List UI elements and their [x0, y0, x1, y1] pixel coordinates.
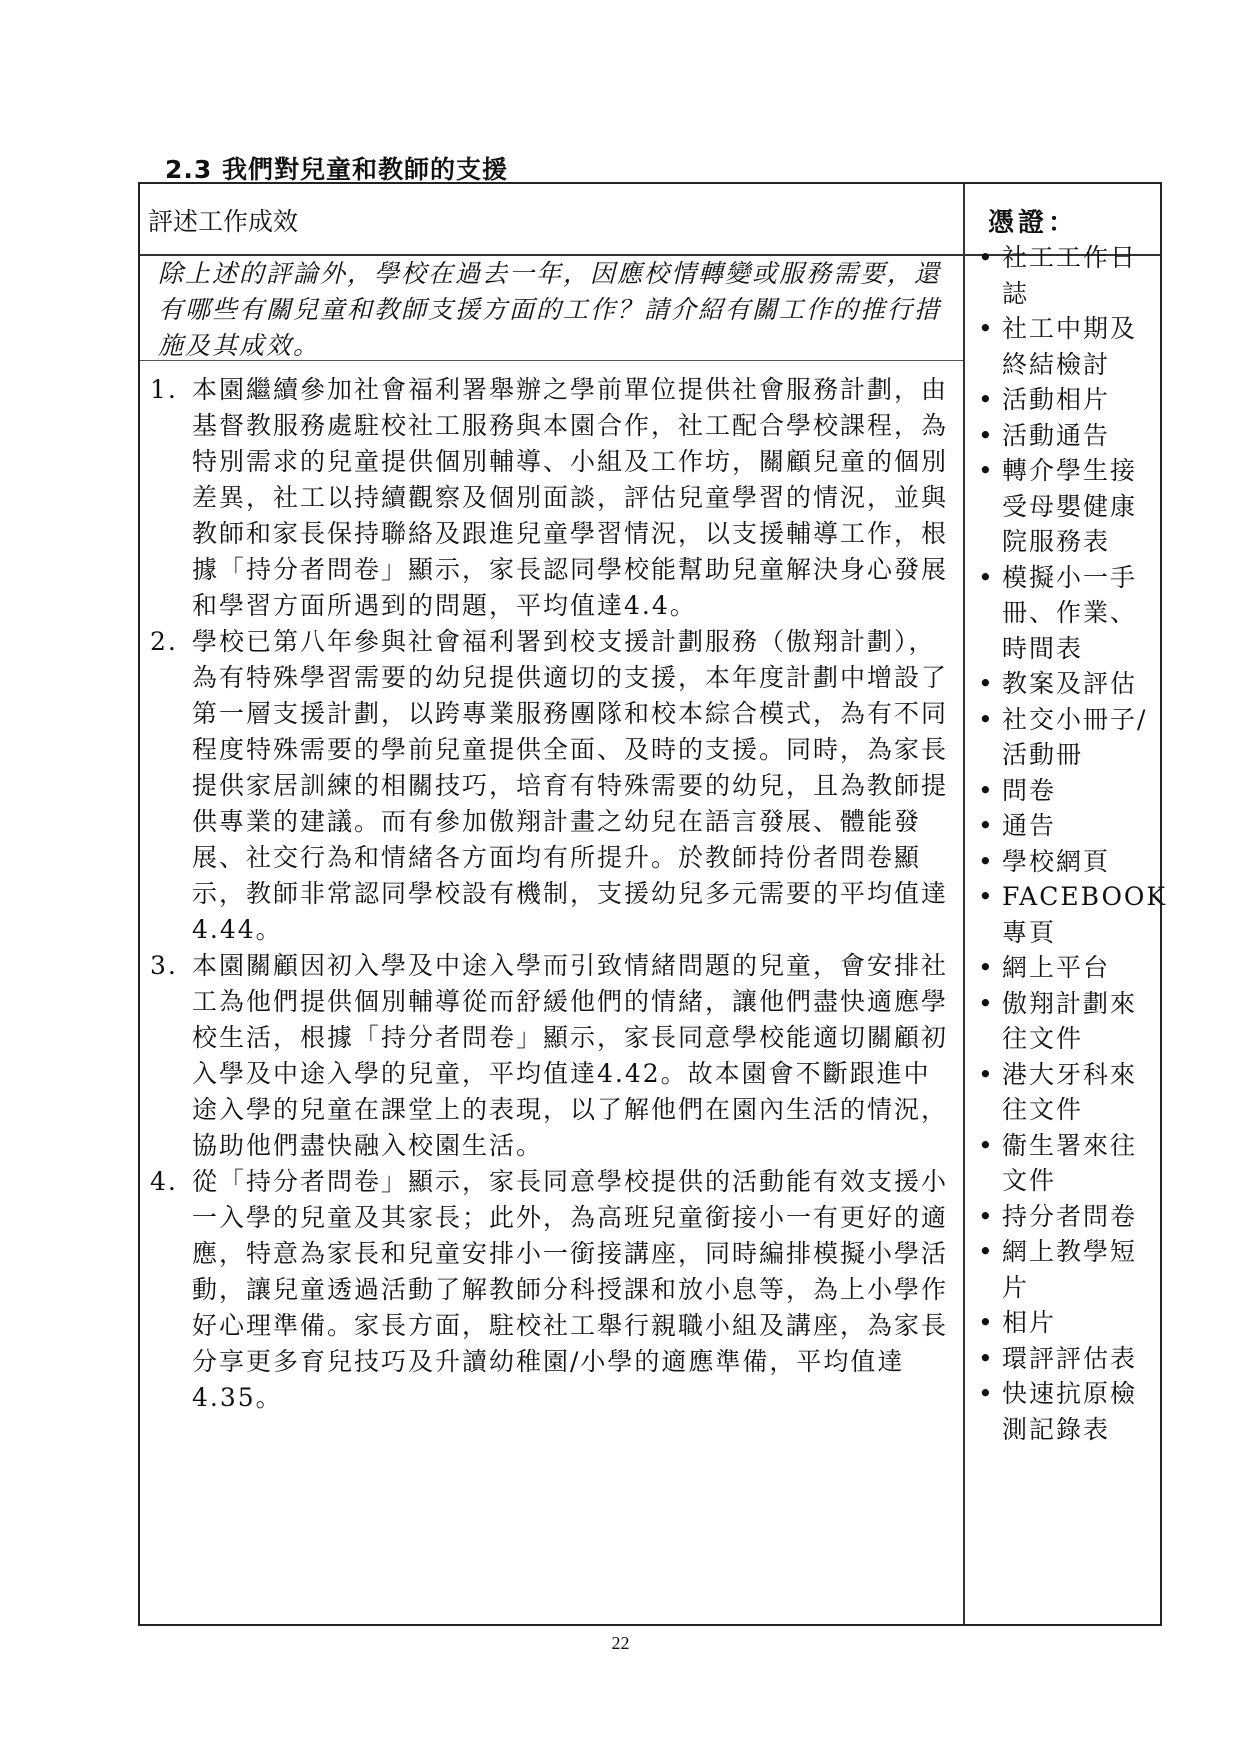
- item-number: 4.: [150, 1167, 178, 1196]
- item-text: 本園關顧因初入學及中途入學而引致情緒問題的兒童，會安排社工為他們提供個別輔導從而舒緩他們的情緒，讓他們盡快適應學校生活，根據「持分者問卷」顯示，家長同意學校能適切關顧初入學及中途入學的兒童，平均值達4.42。故本園會不斷跟進中途入學的兒童在課堂上的表現，以了解他們在園內生活的情況，協助他們盡快融入校園生活。: [192, 951, 949, 1160]
- bullet-icon: •: [978, 704, 995, 734]
- evidence-item: • 快速抗原檢測記錄表: [974, 1376, 1159, 1447]
- section-heading: 2.3 我們對兒童和教師的支援: [165, 155, 508, 184]
- bullet-icon: •: [978, 846, 995, 876]
- bullet-icon: •: [978, 314, 995, 343]
- evaluation-item-4: [140, 1164, 955, 1416]
- evidence-item: • 活動通告: [974, 418, 1159, 454]
- bullet-icon: •: [978, 988, 995, 1018]
- evidence-list: [974, 240, 1168, 1447]
- evaluation-item-2: [140, 624, 955, 948]
- evaluation-item-3: [140, 948, 955, 1164]
- bullet-icon: •: [978, 669, 995, 698]
- bullet-icon: •: [978, 1201, 995, 1231]
- evidence-item: • 網上平台: [974, 950, 1159, 986]
- evidence-item: • 相片: [974, 1305, 1159, 1341]
- column-divider: [963, 184, 965, 1624]
- evidence-item: • FACEBOOK專頁: [974, 879, 1159, 950]
- bullet-icon: •: [978, 385, 995, 414]
- bullet-icon: •: [978, 953, 995, 982]
- evidence-item: • 社交小冊子/活動冊: [974, 702, 1159, 773]
- item-text: 學校已第八年參與社會福利署到校支援計劃服務（傲翔計劃），為有特殊學習需要的幼兒提供適切的支援，本年度計劃中增設了第一層支援計劃，以跨專業服務團隊和校本綜合模式，為有不同程度特殊需要的學前兒童提供全面、及時的支援。同時，為家長提供家居訓練的相關技巧，培育有特殊需要的幼兒，且為教師提供專業的建議。而有參加傲翔計畫之幼兒在語言發展、體能發展、社交行為和情緒各方面均有所提升。於教師持份者問卷顯示，教師非常認同學校設有機制，支援幼兒多元需要的平均值達4.44。: [192, 627, 949, 944]
- bullet-icon: •: [978, 420, 995, 450]
- bullet-icon: •: [978, 811, 995, 840]
- evidence-column-header: 憑證：: [988, 208, 1079, 238]
- evidence-item: • 活動相片: [974, 382, 1159, 418]
- evidence-item: • 社工中期及終結檢討: [974, 311, 1159, 382]
- bullet-icon: •: [978, 1130, 995, 1160]
- evaluation-column-header: 評述工作成效: [148, 207, 299, 236]
- bullet-icon: •: [978, 775, 995, 805]
- bullet-icon: •: [978, 1379, 995, 1408]
- evidence-item: • 教案及評估: [974, 666, 1159, 702]
- item-number: 2.: [150, 627, 178, 656]
- bullet-icon: •: [978, 1059, 995, 1089]
- evidence-item: • 傲翔計劃來往文件: [974, 986, 1159, 1057]
- bullet-icon: •: [978, 1237, 995, 1266]
- bullet-icon: •: [978, 882, 995, 911]
- item-number: 3.: [150, 951, 178, 980]
- bullet-icon: •: [978, 456, 995, 485]
- bullet-icon: •: [978, 243, 995, 272]
- bullet-icon: •: [978, 1343, 995, 1373]
- item-text: 本園繼續參加社會福利署舉辦之學前單位提供社會服務計劃，由基督教服務處駐校社工服務與本園合作，社工配合學校課程，為特別需求的兒童提供個別輔導、小組及工作坊，關顧兒童的個別差異，社工以持續觀察及個別面談，評估兒童學習的情況，並與教師和家長保持聯絡及跟進兒童學習情況，以支援輔導工作，根據「持分者問卷」顯示，家長認同學校能幫助兒童解決身心發展和學習方面所遇到的問題，平均值達4.4。: [192, 375, 949, 620]
- prompt-text: 除上述的評論外，學校在過去一年，因應校情轉變或服務需要，還有哪些有關兒童和教師支援方面的工作？請介紹有關工作的推行措施及其成效。: [158, 259, 942, 360]
- bullet-icon: •: [978, 1308, 995, 1337]
- evidence-item: • 衞生署來往文件: [974, 1128, 1159, 1199]
- evidence-item: • 環評評估表: [974, 1341, 1159, 1377]
- item-text: 從「持分者問卷」顯示，家長同意學校提供的活動能有效支援小一入學的兒童及其家長；此外，為高班兒童銜接小一有更好的適應，特意為家長和兒童安排小一銜接講座，同時編排模擬小學活動，讓兒童透過活動了解教師分科授課和放小息等，為上小學作好心理準備。家長方面，駐校社工舉行親職小組及講座，為家長分享更多育兒技巧及升讀幼稚園/小學的適應準備，平均值達4.35。: [192, 1167, 949, 1412]
- item-number: 1.: [150, 375, 178, 404]
- evidence-item: • 網上教學短片: [974, 1234, 1159, 1305]
- evaluation-list: [140, 372, 955, 1416]
- evaluation-item-1: [140, 372, 955, 624]
- evidence-item: • 港大牙科來往文件: [974, 1057, 1159, 1128]
- evaluation-table: [138, 182, 1168, 1626]
- page-number: 22: [611, 1633, 630, 1653]
- evidence-item: • 通告: [974, 808, 1159, 844]
- bullet-icon: •: [978, 562, 995, 592]
- evidence-item: • 模擬小一手冊、作業、時間表: [974, 560, 1159, 667]
- evidence-item: • 持分者問卷: [974, 1199, 1159, 1235]
- evidence-item: • 轉介學生接受母嬰健康院服務表: [974, 453, 1159, 560]
- evidence-item: • 學校網頁: [974, 844, 1159, 880]
- evidence-item: • 問卷: [974, 773, 1159, 809]
- evidence-item: • 社工工作日誌: [974, 240, 1159, 311]
